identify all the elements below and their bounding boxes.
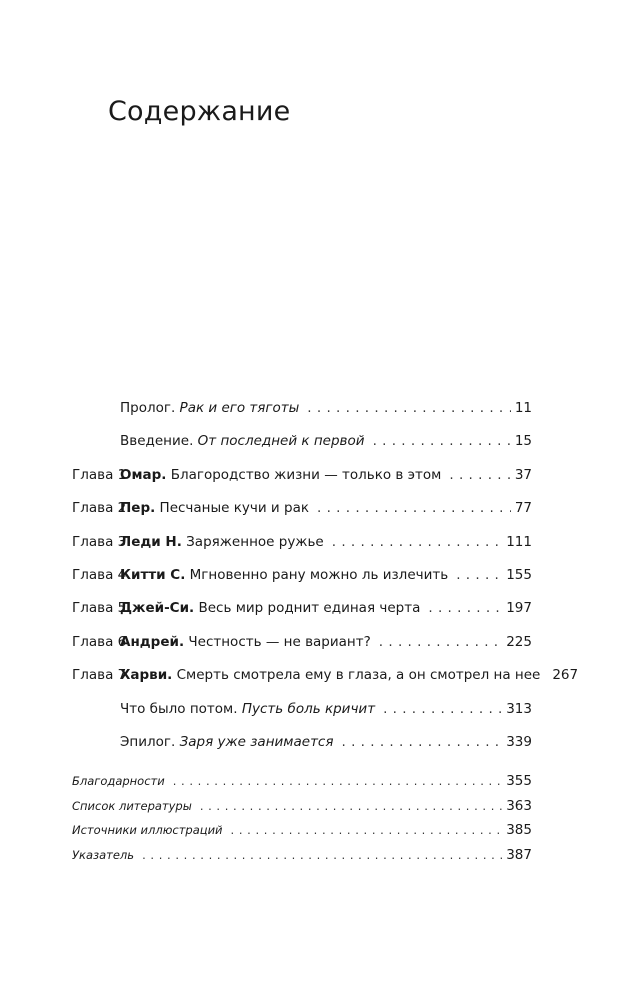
page-number: 15 — [514, 433, 532, 450]
toc-entry-title: Китти С. Мгновенно рану можно ль излечить — [120, 566, 449, 583]
page-title: Содержание — [108, 96, 291, 127]
dot-leader — [449, 467, 510, 483]
toc-entry-title: Андрей. Честность — не вариант? — [120, 633, 371, 650]
toc-entry-title: Эпилог. Заря уже занимается — [120, 733, 334, 750]
chapter-label: Глава 6 — [72, 633, 127, 650]
dot-leader — [317, 500, 511, 516]
dot-leader — [142, 848, 502, 862]
toc-entry-title: Леди Н. Заряженное ружье — [120, 533, 324, 550]
page-number: 77 — [514, 500, 532, 517]
toc-entry-chapter-6[interactable] — [72, 634, 532, 667]
toc-main-list — [72, 400, 579, 767]
toc-entry-title: Пер. Песчаные кучи и рак — [120, 500, 309, 517]
toc-entry-chapter-4[interactable] — [72, 567, 532, 600]
page-number: 387 — [506, 846, 532, 863]
dot-leader — [173, 774, 503, 788]
toc-entry-title: Благодарности — [72, 774, 165, 789]
table-of-contents — [72, 400, 579, 871]
toc-entry-chapter-7[interactable] — [72, 667, 579, 700]
dot-leader — [341, 734, 502, 750]
dot-leader — [456, 567, 502, 583]
toc-entry-chapter-1[interactable] — [72, 467, 532, 500]
page-number: 155 — [506, 566, 532, 583]
dot-leader — [231, 823, 503, 837]
toc-entry-title: Пролог. Рак и его тяготы — [120, 400, 300, 416]
toc-entry-title: Список литературы — [72, 798, 192, 813]
chapter-label: Глава 2 — [72, 500, 127, 517]
toc-entry-title: Джей-Си. Весь мир роднит единая черта — [120, 600, 421, 617]
page-number: 313 — [506, 700, 532, 717]
dot-leader — [307, 400, 511, 416]
page-number: 339 — [506, 733, 532, 750]
toc-entry-index[interactable] — [72, 847, 532, 872]
toc-entry-title: Источники иллюстраций — [72, 823, 223, 838]
dot-leader — [373, 433, 511, 449]
page-number: 111 — [506, 533, 532, 550]
toc-entry-title: Введение. От последней к первой — [120, 433, 365, 450]
toc-entry-bibliography[interactable] — [72, 798, 532, 823]
toc-entry-title: Что было потом. Пусть боль кричит — [120, 700, 376, 717]
page-number: 11 — [514, 400, 532, 416]
toc-entry-acknowledgements[interactable] — [72, 773, 532, 798]
chapter-label: Глава 7 — [72, 667, 127, 684]
toc-entry-illustration-sources[interactable] — [72, 822, 532, 847]
toc-entry-title: Указатель — [72, 847, 135, 862]
page-number: 225 — [506, 633, 532, 650]
toc-entry-title: Омар. Благородство жизни — только в этом — [120, 466, 442, 483]
dot-leader — [383, 701, 502, 717]
toc-back-matter-list — [72, 773, 532, 871]
page-number: 355 — [506, 773, 532, 790]
toc-entry-title: Харви. Смерть смотрела ему в глаза, а он смотрел на нее — [120, 667, 541, 684]
page-number: 37 — [514, 466, 532, 483]
toc-entry-epilogue[interactable] — [72, 734, 532, 767]
dot-leader — [428, 600, 502, 616]
dot-leader — [332, 534, 502, 550]
chapter-label: Глава 5 — [72, 600, 127, 617]
toc-entry-afterword[interactable] — [72, 701, 532, 734]
page-number: 197 — [506, 600, 532, 617]
page-number: 385 — [506, 822, 532, 839]
chapter-label: Глава 4 — [72, 566, 127, 583]
page-number: 267 — [552, 667, 579, 684]
toc-entry-chapter-2[interactable] — [72, 500, 532, 533]
toc-entry-prologue[interactable] — [72, 400, 532, 433]
toc-entry-chapter-3[interactable] — [72, 534, 532, 567]
page-number: 363 — [506, 797, 532, 814]
toc-entry-chapter-5[interactable] — [72, 600, 532, 633]
chapter-label: Глава 1 — [72, 466, 127, 483]
dot-leader — [200, 799, 502, 813]
toc-entry-introduction[interactable] — [72, 433, 532, 466]
chapter-label: Глава 3 — [72, 533, 127, 550]
dot-leader — [379, 634, 502, 650]
